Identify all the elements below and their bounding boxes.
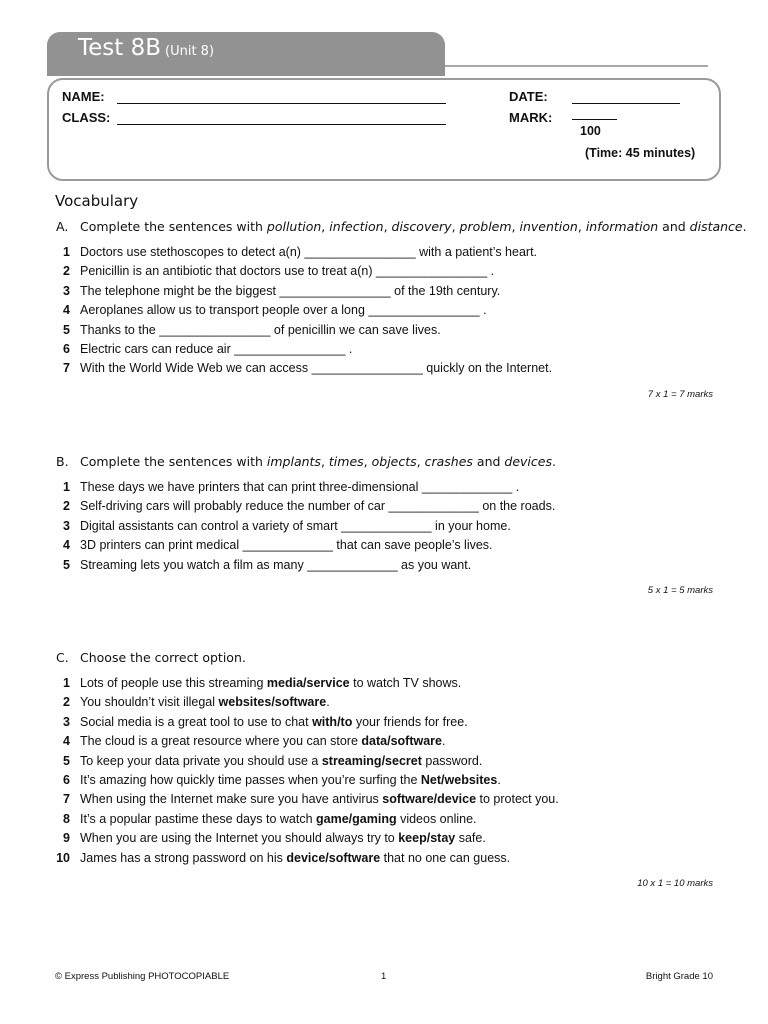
list-item: 6 It’s amazing how quickly time passes when you’re surfing the Net/websites. xyxy=(63,772,501,787)
option-choice[interactable]: device/software xyxy=(286,850,381,865)
list-item: 7 When using the Internet make sure you have antivirus software/device to protect you. xyxy=(63,792,559,807)
list-item: 3 The telephone might be the biggest ________________ of the 19th century. xyxy=(63,283,501,298)
list-item: 4 The cloud is a great resource where you can store data/software. xyxy=(63,734,446,749)
list-item: 7 With the World Wide Web we can access ________________ quickly on the Internet. xyxy=(63,361,553,376)
mark-total: 100 xyxy=(580,124,601,138)
part-a-list xyxy=(0,245,768,381)
list-item: 3 Social media is a great tool to use to chat with/to your friends for free. xyxy=(63,714,468,729)
section-title: Vocabulary xyxy=(55,192,139,210)
part-c-instruction: C. Choose the correct option. xyxy=(56,650,246,665)
page-number: 1 xyxy=(381,971,387,982)
list-item: 1 Lots of people use this streaming media/service to watch TV shows. xyxy=(63,676,462,690)
date-line[interactable] xyxy=(572,103,680,104)
list-item: 2 Self-driving cars will probably reduce the number of car _____________ on the roads. xyxy=(63,499,556,514)
option-choice[interactable]: keep/stay xyxy=(398,831,456,846)
list-item: 4 Aeroplanes allow us to transport people over a long ________________ . xyxy=(63,303,487,318)
part-b-list xyxy=(0,480,768,577)
part-c-marks: 10 x 1 = 10 marks xyxy=(637,878,713,889)
list-item: 9 When you are using the Internet you should always try to keep/stay safe. xyxy=(63,831,486,846)
list-item: 4 3D printers can print medical _____________ that can save people’s lives. xyxy=(63,538,493,553)
test-unit: (Unit 8) xyxy=(165,44,215,59)
date-label: DATE: xyxy=(509,89,548,104)
option-choice[interactable]: Net/websites xyxy=(420,772,498,787)
student-info-box xyxy=(47,78,721,181)
option-choice[interactable]: software/device xyxy=(382,792,477,807)
part-c-list xyxy=(0,676,768,870)
list-item: 1 These days we have printers that can print three-dimensional _____________ . xyxy=(63,480,520,494)
time-limit: (Time: 45 minutes) xyxy=(585,146,696,160)
class-label: CLASS: xyxy=(62,110,111,125)
option-choice[interactable]: game/gaming xyxy=(316,811,397,826)
list-item: 2 Penicillin is an antibiotic that doctors use to treat a(n) ________________ . xyxy=(63,264,495,279)
option-choice[interactable]: media/service xyxy=(266,676,350,690)
list-item: 3 Digital assistants can control a variety of smart _____________ in your home. xyxy=(63,518,511,533)
part-b-instruction: B. Complete the sentences with implants, times, objects, crashes and devices. xyxy=(56,454,556,469)
list-item: 5 To keep your data private you should use a streaming/secret password. xyxy=(63,753,483,768)
mark-label: MARK: xyxy=(509,110,553,125)
list-item: 1 Doctors use stethoscopes to detect a(n) ________________ with a patient’s heart. xyxy=(63,245,538,259)
list-item: 5 Thanks to the ________________ of penicillin we can save lives. xyxy=(63,322,441,337)
test-title: Test 8B (Unit 8) xyxy=(78,35,215,61)
name-line[interactable] xyxy=(117,103,446,104)
mark-line[interactable] xyxy=(572,119,617,120)
option-choice[interactable]: streaming/secret xyxy=(321,753,422,768)
option-choice[interactable]: data/software xyxy=(361,734,442,749)
part-a-instruction: A. Complete the sentences with pollution, infection, discovery, problem, invention, information and distance. xyxy=(56,219,747,234)
part-a-marks: 7 x 1 = 7 marks xyxy=(647,389,713,400)
class-line[interactable] xyxy=(117,124,446,125)
footer-copyright: © Express Publishing PHOTOCOPIABLE xyxy=(55,971,230,982)
header-rule xyxy=(445,65,708,67)
list-item: 6 Electric cars can reduce air ________________ . xyxy=(63,341,353,356)
list-item: 10 James has a strong password on his device/software that no one can guess. xyxy=(56,850,511,865)
option-choice[interactable]: websites/software xyxy=(218,695,327,710)
footer-book-title: Bright Grade 10 xyxy=(645,971,713,982)
list-item: 2 You shouldn’t visit illegal websites/software. xyxy=(63,695,330,710)
option-choice[interactable]: with/to xyxy=(312,714,353,729)
part-b-marks: 5 x 1 = 5 marks xyxy=(647,585,713,596)
list-item: 8 It’s a popular pastime these days to watch game/gaming videos online. xyxy=(63,811,477,826)
name-label: NAME: xyxy=(62,89,105,104)
list-item: 5 Streaming lets you watch a film as many _____________ as you want. xyxy=(63,557,472,572)
